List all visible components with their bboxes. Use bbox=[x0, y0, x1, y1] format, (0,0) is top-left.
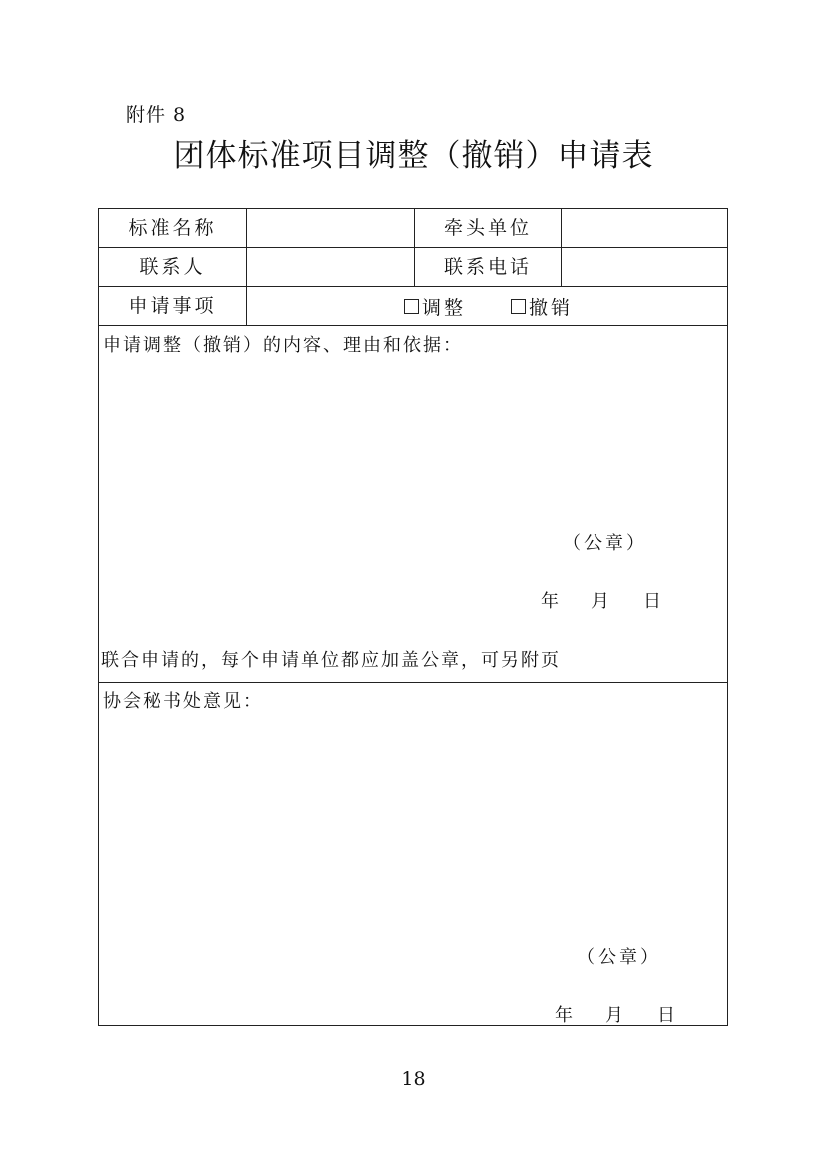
application-form bbox=[98, 208, 728, 1026]
revoke-checkbox[interactable] bbox=[511, 299, 526, 314]
content-date-month: 月 bbox=[591, 591, 609, 612]
matter-label: 申请事项 bbox=[128, 295, 217, 317]
adjust-checkbox[interactable] bbox=[404, 299, 419, 314]
standard-name-label: 标准名称 bbox=[128, 217, 217, 239]
contact-field[interactable] bbox=[248, 249, 412, 285]
secretariat-date-day: 日 bbox=[657, 1005, 675, 1026]
secretariat-section-label: 协会秘书处意见： bbox=[103, 691, 263, 712]
adjust-option[interactable] bbox=[404, 287, 466, 325]
content-date-year: 年 bbox=[541, 591, 559, 612]
page-title: 团体标准项目调整（撤销）申请表 bbox=[173, 138, 654, 174]
revoke-option-label: 撤销 bbox=[529, 296, 574, 319]
lead-unit-field[interactable] bbox=[563, 210, 727, 246]
revoke-option[interactable] bbox=[511, 287, 573, 325]
column-divider bbox=[246, 209, 247, 325]
contact-label: 联系人 bbox=[139, 256, 206, 278]
secretariat-seal-text: （公章） bbox=[577, 947, 661, 968]
page-number: 18 bbox=[401, 1068, 426, 1090]
content-seal-text: （公章） bbox=[563, 533, 647, 554]
lead-unit-label: 牵头单位 bbox=[443, 217, 532, 239]
phone-field[interactable] bbox=[563, 249, 727, 285]
secretariat-date-month: 月 bbox=[605, 1005, 623, 1026]
attachment-label: 附件 8 bbox=[126, 104, 187, 126]
row-divider bbox=[99, 682, 727, 683]
phone-label: 联系电话 bbox=[443, 256, 532, 278]
standard-name-field[interactable] bbox=[248, 210, 412, 246]
secretariat-date bbox=[555, 1001, 675, 1027]
adjust-option-label: 调整 bbox=[422, 296, 467, 319]
content-section-label: 申请调整（撤销）的内容、理由和依据： bbox=[103, 335, 463, 356]
column-divider bbox=[561, 209, 562, 286]
content-date bbox=[541, 587, 661, 613]
content-date-day: 日 bbox=[643, 591, 661, 612]
row-divider bbox=[99, 325, 727, 326]
secretariat-date-year: 年 bbox=[555, 1005, 573, 1026]
joint-application-note: 联合申请的，每个申请单位都应加盖公章，可另附页 bbox=[101, 650, 561, 671]
